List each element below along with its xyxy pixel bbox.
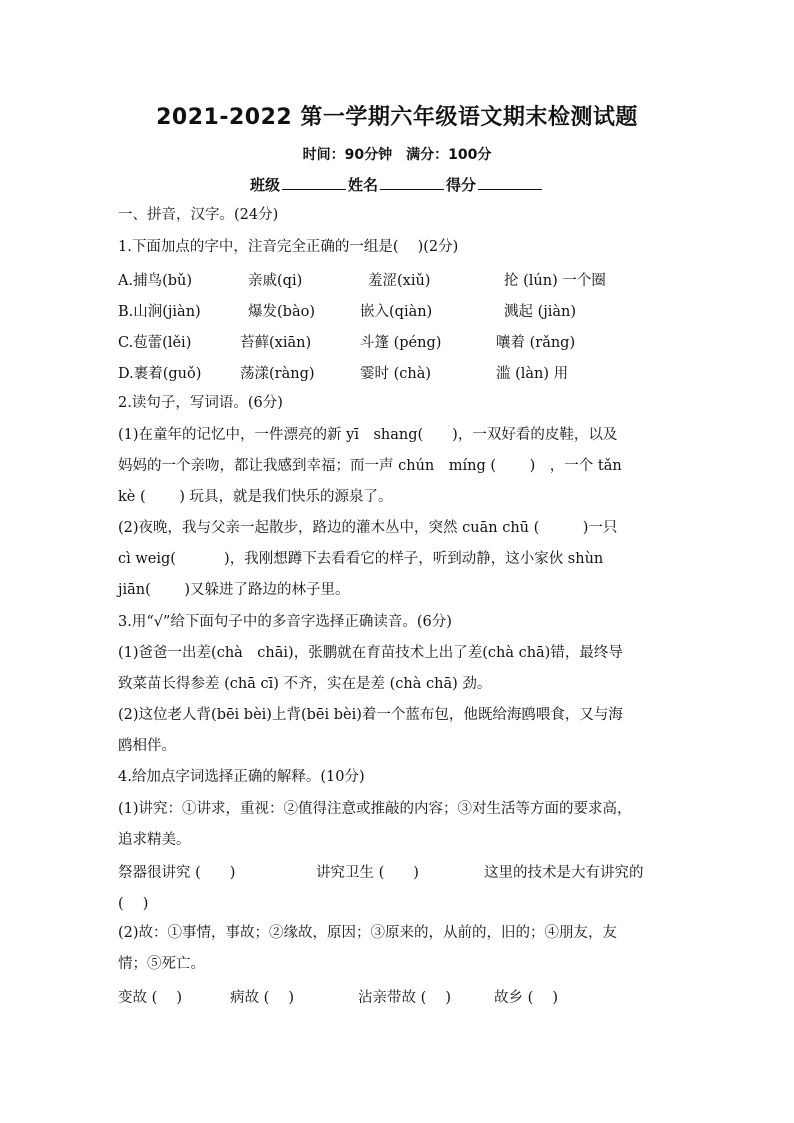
q4-p2-item-3: 沾亲带故 ( ) (358, 990, 452, 1006)
q1-option-b-4: 溅起 (jiàn) (504, 304, 577, 320)
class-label: 班级 (249, 176, 280, 194)
q1-option-a-1: A.捕鸟(bǔ) (118, 273, 193, 289)
grade-label: 得分 (446, 176, 477, 194)
q4-p1-item-3-blank: ( ) (118, 896, 149, 912)
q2-p2-line1: (2)夜晚，我与父亲一起散步，路边的灌木丛中，突然 cuān chū ( )一只 (118, 520, 618, 536)
q4-p1-item-3: 这里的技术是大有讲究的 (484, 865, 644, 881)
q3-p1-line2: 致菜苗长得参差 (chā cī) 不齐，实在是差 (chà chā) 劲。 (118, 676, 492, 692)
q1-option-c-2: 苔藓(xiān) (240, 335, 312, 351)
q1-option-d-1: D.裹着(guǒ) (118, 366, 202, 382)
q1-option-b-2: 爆发(bào) (248, 304, 315, 320)
q1-option-c-1: C.苞蕾(lěi) (118, 335, 192, 351)
q1-option-d-4: 滥 (làn) 用 (496, 366, 569, 382)
q2-p1-line1: (1)在童年的记忆中，一件漂亮的新 yī shang( )，一双好看的皮鞋，以及 (118, 427, 618, 443)
q1-option-a-2: 亲戚(qi) (248, 273, 303, 289)
q4-p1-item-2: 讲究卫生 ( ) (316, 865, 419, 881)
q1-stem: 1.下面加点的字中，注音完全正确的一组是( )(2分) (118, 239, 459, 255)
class-blank[interactable] (282, 175, 346, 190)
q3-p2-line1: (2)这位老人背(bēi bèi)上背(bēi bèi)着一个蓝布包，他既给海鸥喂食，又与海 (118, 707, 623, 723)
student-info-line (0, 174, 794, 195)
section-heading: 一、拼音，汉字。(24分) (118, 207, 279, 223)
q1-option-a-4: 抡 (lún) 一个圈 (504, 273, 606, 289)
exam-title: 2021-2022 第一学期六年级语文期末检测试题 (156, 105, 638, 130)
exam-subtitle (0, 144, 794, 164)
q4-p2-item-2: 病故 ( ) (230, 990, 295, 1006)
q4-p2-item-4: 故乡 ( ) (494, 990, 559, 1006)
q3-p1-line1: (1)爸爸一出差(chà chāi)，张鹏就在育苗技术上出了差(chà chā)错，最终导 (118, 645, 623, 661)
q1-option-d-2: 荡漾(ràng) (240, 366, 315, 382)
q1-option-c-3: 斗篷 (péng) (360, 335, 442, 351)
q4-p1-line2: 追求精美。 (118, 832, 191, 848)
q4-p1-item-1: 祭器很讲究 ( ) (118, 865, 236, 881)
name-label: 姓名 (347, 176, 378, 194)
q1-option-b-1: B.山涧(jiàn) (118, 304, 201, 320)
name-blank[interactable] (380, 175, 444, 190)
q1-option-c-4: 嚷着 (rǎng) (496, 335, 576, 351)
q2-p2-line2: cì weig( )，我刚想蹲下去看看它的样子，听到动静，这小家伙 shùn (118, 551, 604, 567)
q2-p1-line2: 妈妈的一个亲吻，都让我感到幸福；而一声 chún míng ( ) ，一个 tǎn (118, 458, 622, 474)
q4-p2-item-1: 变故 ( ) (118, 990, 183, 1006)
q1-option-b-3: 嵌入(qiàn) (360, 304, 433, 320)
q4-stem: 4.给加点字词选择正确的解释。(10分) (118, 769, 365, 785)
q2-stem: 2.读句子，写词语。(6分) (118, 395, 283, 411)
q3-stem: 3.用“√”给下面句子中的多音字选择正确读音。(6分) (118, 614, 452, 630)
q2-p2-line3: jiān( )又躲进了路边的林子里。 (118, 582, 350, 598)
q4-p1-line1: (1)讲究：①讲求，重视：②值得注意或推敲的内容；③对生活等方面的要求高， (118, 801, 632, 817)
time-info: 时间：90分钟 (302, 147, 393, 163)
q1-option-a-3: 羞涩(xiǔ) (368, 273, 431, 289)
q2-p1-line3: kè ( ) 玩具，就是我们快乐的源泉了。 (118, 489, 393, 505)
score-info: 满分：100分 (406, 147, 492, 163)
q1-option-d-3: 霎时 (chà) (360, 366, 432, 382)
grade-blank[interactable] (478, 175, 542, 190)
q4-p2-line2: 情；⑤死亡。 (118, 956, 205, 972)
q3-p2-line2: 鸥相伴。 (118, 738, 176, 754)
q4-p2-line1: (2)故：①事情，事故；②缘故，原因；③原来的，从前的，旧的；④朋友，友 (118, 925, 618, 941)
